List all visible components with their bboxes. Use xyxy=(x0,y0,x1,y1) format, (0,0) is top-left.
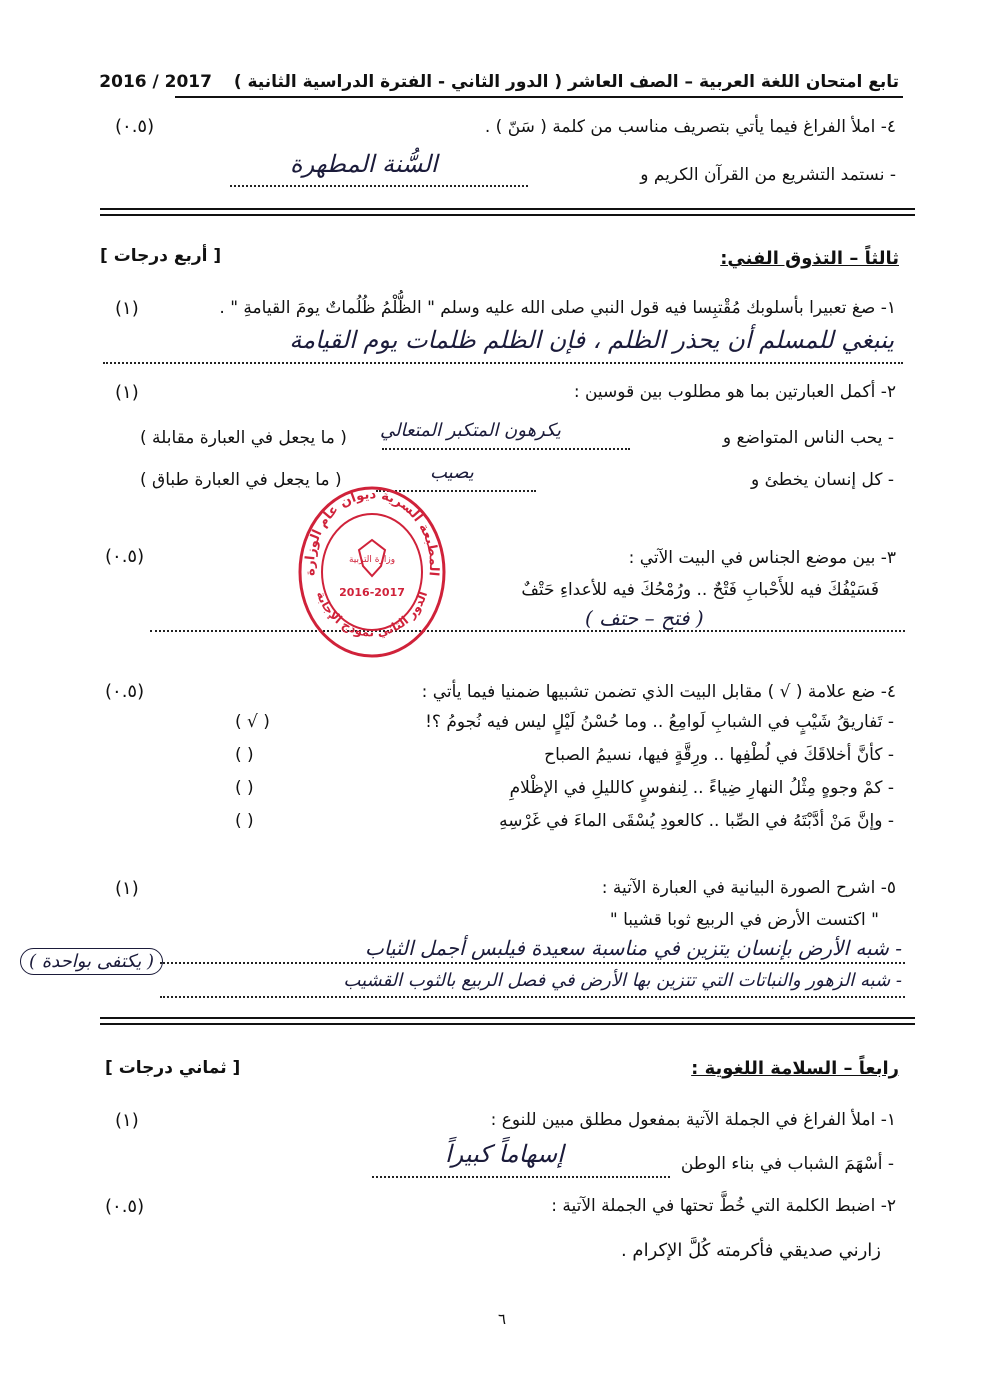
section3-grade: [ أربع درجات ] xyxy=(100,246,222,266)
s3-q2-mark: (١) xyxy=(115,382,139,403)
s4-q1-mark: (١) xyxy=(115,1110,139,1131)
s3-q4-verse-4: - وإنَّ مَنْ أدَّبْتَهُ في الصِّبا .. كالعودِ يُسْقَى الماءَ في غَرْسِهِ xyxy=(499,811,894,831)
section3-title: ثالثاً – التذوق الفني: xyxy=(720,248,899,269)
s3-q2-line2-answer: يصيب xyxy=(430,462,474,483)
stamp-arc-text: المطبعة السرية ديوان عام الوزارة xyxy=(302,487,442,577)
q4-prev-answer: السُّنة المطهرة xyxy=(290,150,438,178)
stamp-center-text: وزارة التربية xyxy=(348,555,396,565)
s3-q5-mark: (١) xyxy=(115,878,139,899)
s3-q1-answer: ينبغي للمسلم أن يحذر الظلم ، فإن الظلم ظلمات يوم القيامة xyxy=(289,326,894,354)
s4-q1-answer: إسهاماً كبيراً xyxy=(445,1140,564,1168)
s3-q4-verse-2: - كأنَّ أخلاقَكَ في لُطْفِها .. ورِقَّةٍ فيها، نسيمُ الصباح xyxy=(544,745,894,765)
s3-q3-prompt: ٣- بين موضع الجناس في البيت الآتي : xyxy=(628,548,896,568)
q4-prev-prompt: ٤- املأ الفراغ فيما يأتي بتصريف مناسب من كلمة ( سَنّ ) . xyxy=(484,117,896,137)
s3-q5-answer-1: - شبه الأرض بإنسان يتزين في مناسبة سعيدة فيلبس أجمل الثياب xyxy=(365,936,902,960)
s3-q2-line1: - يحب الناس المتواضع و xyxy=(722,428,894,448)
s3-q4-box-2[interactable]: ( ) xyxy=(235,745,254,765)
s3-q2-line1-blank xyxy=(382,448,630,450)
s3-q4-verse-1: - تَفاريقُ شَيْبٍ في الشبابِ لَوامِعُ .. وما حُسْنُ لَيْلٍ ليس فيه نُجومُ ؟! xyxy=(425,712,894,732)
s3-q1-prompt: ١- صغ تعبيرا بأسلوبك مُقْتبِسا فيه قول النبي صلى الله عليه وسلم " الظُّلْمُ ظُلُماتٌ يومَ القيامةِ " . xyxy=(219,298,896,318)
s3-q4-prompt: ٤- ضع علامة ( √ ) مقابل البيت الذي تضمن تشبيها ضمنيا فيما يأتي : xyxy=(421,682,896,702)
section-divider xyxy=(100,208,915,216)
s3-q2-line1-hint: ( ما يجعل في العبارة مقابلة ) xyxy=(140,428,347,448)
s4-q1-blank xyxy=(372,1176,670,1178)
s3-q4-verse-3: - كمْ وجوهٍ مِثْلُ النهارِ ضِياءً .. لِنفوسٍ كالليلِ في الإظْلامِ xyxy=(509,778,894,798)
s3-q4-box-3[interactable]: ( ) xyxy=(235,778,254,798)
official-stamp xyxy=(297,484,447,659)
q4-prev-blank xyxy=(230,185,528,187)
s3-q5-quote: " اكتست الأرض في الربيع ثوبا قشيبا " xyxy=(609,910,879,930)
s3-q2-line2-hint: ( ما يجعل في العبارة طباق ) xyxy=(140,470,342,490)
stamp-bottom-text: الدور الثاني نموذج الإجابة xyxy=(313,589,431,640)
header-rule xyxy=(175,96,903,98)
s3-q1-line xyxy=(103,362,903,364)
section4-title: رابعاً – السلامة اللغوية : xyxy=(691,1058,899,1079)
stamp-year: 2016-2017 xyxy=(339,586,405,599)
s3-q3-answer: ( فتح – حتف ) xyxy=(585,606,704,630)
s3-q3-verse: فَسَيْفُكَ فيه للأَحْبابِ فَتْحٌ .. ورُمْحُكَ فيه للأعداءِ حَتْفٌ xyxy=(521,580,879,600)
q4-prev-mark: (٠.٥) xyxy=(115,116,155,137)
s3-q3-mark: (٠.٥) xyxy=(105,546,145,567)
s4-q1-sentence: - أسْهَمَ الشباب في بناء الوطن xyxy=(680,1154,894,1174)
s3-q5-line-2 xyxy=(160,996,905,998)
section-divider-2 xyxy=(100,1017,915,1025)
page-number: ٦ xyxy=(498,1310,507,1328)
exam-header-year: 2016 / 2017 xyxy=(99,72,212,92)
s3-q2-prompt: ٢- أكمل العبارتين بما هو مطلوب بين قوسين : xyxy=(573,382,896,402)
s4-q2-prompt: ٢- اضبط الكلمة التي خُطَّ تحتها في الجملة الآتية : xyxy=(551,1196,896,1216)
s3-q3-line xyxy=(150,630,905,632)
section4-grade: [ ثماني درجات ] xyxy=(105,1058,241,1078)
s3-q2-line1-answer: يكرهون المتكبر المتعالي xyxy=(380,420,561,441)
s4-q2-mark: (٠.٥) xyxy=(105,1196,145,1217)
exam-header-title: تابع امتحان اللغة العربية – الصف العاشر ( الدور الثاني - الفترة الدراسية الثانية ) xyxy=(233,72,899,92)
s3-q4-mark: (٠.٥) xyxy=(105,681,145,702)
s3-q2-line2: - كل إنسان يخطئ و xyxy=(750,470,894,490)
s3-q5-line-1 xyxy=(160,962,905,964)
s3-q5-answer-2: - شبه الزهور والنباتات التي تتزين بها الأرض في فصل الربيع بالثوب القشيب xyxy=(343,970,902,991)
s3-q5-prompt: ٥- اشرح الصورة البيانية في العبارة الآتية : xyxy=(601,878,896,898)
q4-prev-sentence: - نستمد التشريع من القرآن الكريم و xyxy=(640,165,896,185)
s3-q5-note: ( يكتفى بواحدة ) xyxy=(20,948,163,975)
s3-q1-mark: (١) xyxy=(115,298,139,319)
s4-q1-prompt: ١- املأ الفراغ في الجملة الآتية بمفعول مطلق مبين للنوع : xyxy=(490,1110,896,1130)
s3-q4-box-1[interactable]: ( √ ) xyxy=(235,712,270,732)
s3-q4-box-4[interactable]: ( ) xyxy=(235,811,254,831)
s4-q2-sentence: زارني صديقي فأكرمته كُلَّ الإكرام . xyxy=(620,1240,881,1261)
